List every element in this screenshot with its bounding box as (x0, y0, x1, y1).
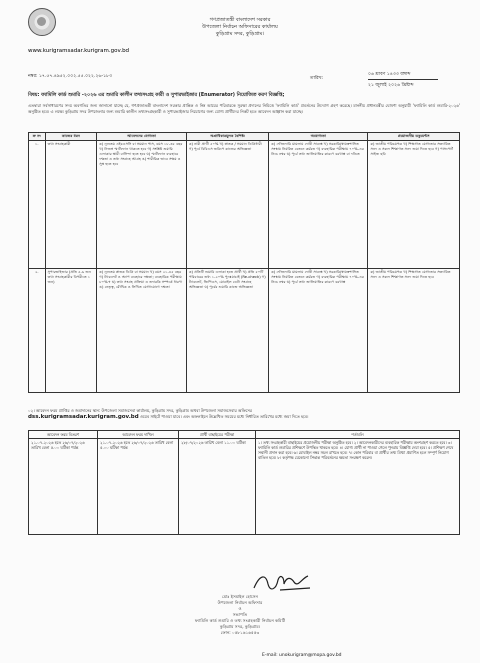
col-header-disqualification: অযোগ্যতা (269, 133, 368, 141)
handwritten-signature (250, 570, 316, 596)
schedule-row (29, 439, 460, 535)
row-eligibility: ক) ন্যূনতম স্নাতক ডিগ্রি বা সমমান খ) বয়স ২১-৪৫ বছর গ) ট্যাবলেট ও অ্যাপ ব্যবহারে দক্ষতা; ব্যবহারিক পরীক্ষায় ৮০%+ ঘ) তথ্য সংগ্রহ প্রক্রিয়া ও তদারকি সম্পর্কে ধারণা ঙ) নেতৃত্ব, মৌখিক ও লিখিত যোগাযোগে দক্ষতা (97, 269, 187, 393)
note-suffix: ওয়েব সাইটে পাওয়া যাবে। এবং অফলাইনে উল্লেখিত সময়ের মধ্যে নির্ধারিত তারিখের মধ্যে জমা দিতে হবে। (139, 414, 309, 419)
sched-header-exam: প্রার্থী বাছাইয়ের পরীক্ষা (179, 431, 256, 439)
sched-exam: ২৮/০৭/২০২৬ তারিখ বেলা ১১.০০ ঘটিকা (179, 439, 256, 535)
sched-header-submission: আবেদন ফরম দাখিল (98, 431, 179, 439)
schedule-table (28, 430, 460, 535)
row-disqualification: ক) ফৌজদারি মামলায় দোষী সাব্যস্ত খ) সরকারি/স্বায়ত্তশাসিত সংস্থায় নিয়মিত বেতনে কর্মরত গ) ব্যবহারিক পরীক্ষায় ৭০%-এর নিচে নম্বর ঘ) পূর্বে তথ্য জালিয়াতির কারণে বরখাস্ত বা দণ্ডিত (269, 141, 368, 269)
col-header-post: কাজের ধরন (45, 133, 97, 141)
col-header-sl: ক্র নং (29, 133, 46, 141)
sched-distribution: ২১-০৭-২০২৬ হতে ২৬/০৭/২০২৬ তারিখ বেলা ৫.০০ ঘটিকা পর্যন্ত (29, 439, 98, 535)
website-link[interactable]: www.kurigramsadar.kurigram.gov.bd (28, 48, 130, 54)
dss-website-link[interactable]: dss.kurigramsadar.kurigram.gov.bd (28, 414, 139, 420)
signer-and: ও (238, 606, 242, 611)
signer-location: কুড়িগ্রাম সদর, কুড়িগ্রাম। (219, 624, 261, 629)
signer-role: সভাপতি (232, 612, 248, 617)
row-post: সুপারভাইজার (প্রতি ৫-৬ জন তথ্য সংগ্রহকারীর বিপরীতে ১ জন) (45, 269, 97, 393)
sched-header-distribution: আবেদন ফরম বিতরণ (29, 431, 98, 439)
col-header-documents: প্রয়োজনীয় ডকুমেন্টস (368, 133, 460, 141)
signer-name: মোঃ ইসমাইল হোসেন (222, 594, 258, 599)
col-header-eligibility: আবেদনের যোগ্যতা (97, 133, 187, 141)
row-disqualification: ক) ফৌজদারি মামলায় দোষী সাব্যস্ত খ) সরকারি/স্বায়ত্তশাসিত সংস্থায় নিয়মিত বেতনে কর্মরত গ) ব্যবহারিক পরীক্ষায় ৭০%-এর নিচে নম্বর ঘ) পূর্বে তথ্য জালিয়াতির কারণে বরখাস্ত (269, 269, 368, 393)
header-location: কুড়িগ্রাম সদর, কুড়িগ্রাম। (215, 31, 265, 37)
row-eligibility: ক) ন্যূনতম এইচএসসি বা সমমান পাস, বয়স ১৮-৩৫ বছর খ) নিজস্ব স্মার্টফোন থাকতে হবে গ) সংশ্লিষ্ট শুমারি এলাকার স্থায়ী বাসিন্দা হতে হবে ঘ) স্মার্টফোন ব্যবহারে দক্ষতা ও তথ্য সংগ্রহে আগ্রহ ঙ) শারীরিক ভাবে সক্ষম ও সুস্থ হতে হবে (97, 141, 187, 269)
row-priority: ক) নারী প্রার্থী ৫০% খ) স্নাতক / সমমান ডিগ্রিধারী গ) পূর্বে বিবিএস জরিপে কাজের অভিজ্ঞতা (186, 141, 268, 269)
row-post: তথ্য সংগ্রহকারী (45, 141, 97, 269)
row-priority: ক) প্রতিটি শুমারি এলাকা হতে প্রার্থী খ) প্রতি ৫০টি পরিবারের তথ্য ১-২০% পুনঃযাচাই (Re-check) গ) ট্যাবলেট, জিপিএস, মোবাইল ডেটা সংগ্রহে অভিজ্ঞতা ঘ) পূর্বের শুমারি কাজে অভিজ্ঞতা (186, 269, 268, 393)
subject-line: বিষয়: ফ্যামিলি কার্ড শুমারি -২০২৬ এর শুমারি কালীন তথ্যসংগ্রহ কারী ও সুপারভাইজার (Enumerator) নিয়োজিত করণ বিজ্ঞপ্তি; (28, 93, 285, 98)
signer-block (0, 594, 480, 636)
date-bangla: ০৬ শ্রাবণ ১৪৩৩ বঙ্গাব্দ (368, 72, 411, 77)
signer-phone: ফোন: ০৫৮১৬১৬৫৫৩ (220, 630, 260, 635)
header-govt: গণপ্রজাতন্ত্রী বাংলাদেশ সরকার (209, 17, 271, 23)
row-sl: ২. (29, 269, 46, 393)
application-note (28, 408, 460, 420)
header-office: উপজেলা নির্বাচন অফিসারের কার্যালয় (202, 24, 278, 30)
note-text: ০২। আবেদন ফরম প্রাপ্তির ও জমাদানের স্থান: উপজেলা সমাজসেবা কার্যালয়, কুড়িগ্রাম সদর, কুড়িগ্রাম অথবা উপজেলা সমাজসেবার অফিসের (28, 408, 253, 413)
requirements-table (28, 132, 460, 393)
row-sl: ১. (29, 141, 46, 269)
date-label: তারিখ: (310, 76, 324, 81)
schedule-header-row (29, 431, 460, 439)
sched-conditions: ১। তথ্য সংগ্রহকারী বাছাইয়ের প্রয়োজনীয় পরীক্ষা অনুষ্ঠিত হবে। ২। আবেদনকারীদের ব্যবহারিক পরীক্ষায় অংশগ্রহণ করতে হবে। ৩। ফ্যামিলি কার্ড শুমারির প্রশিক্ষণে উপস্থিত থাকতে হবে। ৪। যোগ্য প্রার্থী না পাওয়া গেলে পুনরায় বিজ্ঞপ্তি দেয়া হবে। ৫। প্রশিক্ষণ শেষে সম্মানী প্রদান করা হবে। ৬। মোবাইল নম্বর সচল রাখতে হবে। ৭। কোন পরিবার বা প্রার্থীর তথ্য মিথ্যা প্রমাণিত হলে সম্পূর্ণ নিয়োগ বাতিল হবে। ৮। কর্তৃপক্ষ যেকোনো সিদ্ধান্ত পরিবর্তনের ক্ষমতা সংরক্ষণ করেন। (256, 439, 460, 535)
memo-number: নম্বর: ১৭.৫৭.৪৯৫২.০০২.৫৫.০২২.২৬-১৮৩ (28, 74, 113, 79)
date-english: ২১ জুলাই ২০২৬ খ্রিষ্টাব্দ (368, 79, 438, 89)
intro-paragraph: এতদ্বারা সর্বসাধারণের সদয় অবগতির জন্য জানানো যাচ্ছে যে, গণপ্রজাতন্ত্রী বাংলাদেশ সরকার প্রান্তিক ও নিম্ন আয়ের পরিবারকে সুরক্ষা প্রদানের নিমিত্তে 'ফ্যামিলি কার্ড' প্রবর্তনের উদ্যোগ গ্রহণ করেছে। মাননীয় প্রধানমন্ত্রীর ঘোষণা অনুযায়ী 'ফ্যামিলি কার্ড শুমারি-২০২৬' অনুষ্ঠিত হবে। এ লক্ষ্যে কুড়িগ্রাম সদর উপজেলার জন্য শুমারি কালীন তথ্যসংগ্রহকারী ও সুপারভাইজার নিয়োগের জন্য যোগ্য প্রার্থীদের নিকট হতে আবেদন আহ্বান করা যাচ্ছে। (28, 103, 460, 114)
row-documents: ক) জাতীয় পরিচয়পত্র খ) শিক্ষাগত যোগ্যতার সত্যায়িত সনদ ও সকল শিক্ষাগত সনদ জমা দিতে হবে (368, 269, 460, 393)
signer-committee: ফ্যামিলি কার্ড শুমারি ও তথ্য সংগ্রহকারী নির্বাচন কমিটি (194, 618, 286, 623)
col-header-priority: অগ্রাধিকারমূলক বৈশিষ্ট্য (186, 133, 268, 141)
table-row (29, 141, 460, 269)
sched-header-conditions: শর্তাবলি (256, 431, 460, 439)
row-documents: ক) জাতীয় পরিচয়পত্র খ) শিক্ষাগত যোগ্যতার সত্যায়িত সনদ ও সকল শিক্ষাগত সনদ জমা দিতে হবে গ) পাসপোর্ট সাইজ ছবি (368, 141, 460, 269)
sched-submission: ২১-০৭-২০২৬ হতে ২৬/০৭/২০২৬ তারিখ বেলা ৫.০০ ঘটিকা পর্যন্ত (98, 439, 179, 535)
table-row (29, 269, 460, 393)
signer-title: উপজেলা নির্বাচন অফিসার (217, 600, 263, 605)
table-header-row (29, 133, 460, 141)
signer-email[interactable]: E-mail: unokurigram@mopa.gov.bd (262, 653, 342, 658)
